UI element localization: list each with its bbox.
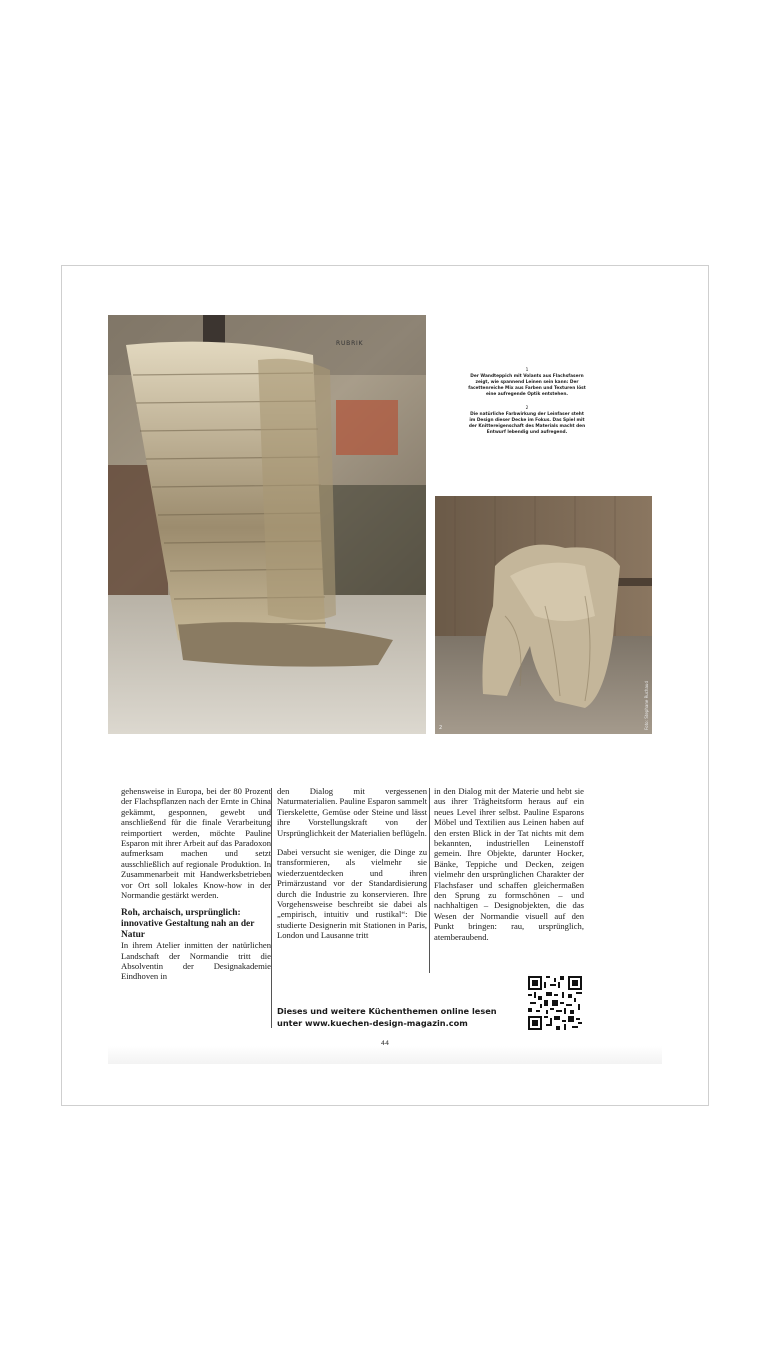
- draped-blanket-image: [435, 496, 652, 734]
- column-divider: [271, 788, 272, 1028]
- photo-draped-blanket: [435, 496, 652, 734]
- photo-number: 2: [439, 725, 443, 731]
- caption-number: 2: [525, 406, 529, 411]
- caption-text: Der Wandteppich mit Volants aus Flachsfasern zeigt, wie spannend Leinen sein kann: Der facettenreiche Mix aus Farben und Texturen löst eine aufregende Optik entstehen.: [468, 374, 586, 397]
- paragraph: In ihrem Atelier inmitten der natürlichen Landschaft der Normandie tritt die Absolventin der Designakademie Eindhoven in: [121, 940, 271, 982]
- photo-captions: [467, 368, 587, 444]
- page-footer-band: [108, 1046, 662, 1064]
- photo-credit: Foto: Stephane Ruchaud: [644, 681, 649, 730]
- magazine-page: [61, 265, 709, 1106]
- page-number: 44: [380, 1039, 390, 1047]
- caption-1: [467, 368, 587, 398]
- paragraph: Dabei versucht sie weniger, die Dinge zu transformieren, als vielmehr sie wiederzuentdecken und ihren Primärzustand vor der Standardisierung durch die Industrie zu konservieren. Ihre Vorgehensweise beschreibt sie dabei als „empirisch, intuitiv und rustikal“: Die studierte Designerin mit Stationen in Paris, London und Lausanne tritt: [277, 847, 427, 941]
- promo-line-2: unter www.kuechen-design-magazin.com: [277, 1018, 468, 1028]
- caption-2: [467, 406, 587, 436]
- caption-number: 1: [525, 368, 529, 373]
- promo-line-1: Dieses und weitere Küchenthemen online lesen: [277, 1006, 497, 1016]
- photo-wall-hanging: [108, 315, 426, 734]
- article-column-1: [121, 786, 271, 982]
- online-promo[interactable]: [277, 1005, 527, 1029]
- subheading: Roh, archaisch, ursprünglich: innovative Gestaltung nah an der Natur: [121, 908, 255, 940]
- paragraph: gehensweise in Europa, bei der 80 Prozent der Flachspflanzen nach der Ernte in China gekämmt, gesponnen, gewebt und anschließend für die finale Verarbeitung reimportiert werden, möchte Pauline Esparon mit ihrer Arbeit auf das Paradoxon aufmerksam machen und setzt ausschließlich auf regionale Produktion. In Zusammenarbeit mit Handwerksbetrieben vor Ort soll lokales Know-how in der Normandie gestärkt werden.: [121, 786, 271, 901]
- column-divider: [429, 788, 430, 973]
- paragraph: den Dialog mit vergessenen Naturmaterialien. Pauline Esparon sammelt Tierskelette, Gemüse oder Steine und lässt ihre Vorstellungskraft von der Ursprünglichkeit der Materialien beflügeln.: [277, 786, 427, 838]
- wall-hanging-image: [108, 315, 426, 734]
- qr-code-icon[interactable]: [528, 976, 582, 1030]
- article-column-2: [277, 786, 427, 941]
- article-column-3: [434, 786, 584, 942]
- caption-text: Die natürliche Farbwirkung der Leinfaser steht im Design dieser Decke im Fokus. Das Spiel mit der Knittereigenschaft des Materials macht den Entwurf lebendig und aufregend.: [468, 412, 586, 435]
- paragraph: in den Dialog mit der Materie und hebt sie aus ihrer Trägheitsform heraus auf ein neues Level ihrer selbst. Pauline Esparons Möbel und Textilien aus Leinen haben auf den ersten Blick in der Tat nichts mit dem bekannten, industriellen Leinenstoff gemein. Ihre Objekte, darunter Hocker, Bänke, Teppiche und Decken, zeigen vielmehr den ursprünglichen Charakter der Flachsfaser und schaffen gleichermaßen den Sprung zu formschönen – und nachhaltigen – Designobjekten, die das Wesen der Normandie visuell auf den Punkt bringen: rau, ursprünglich, atemberaubend.: [434, 786, 584, 942]
- section-label: RUBRIK: [336, 340, 364, 347]
